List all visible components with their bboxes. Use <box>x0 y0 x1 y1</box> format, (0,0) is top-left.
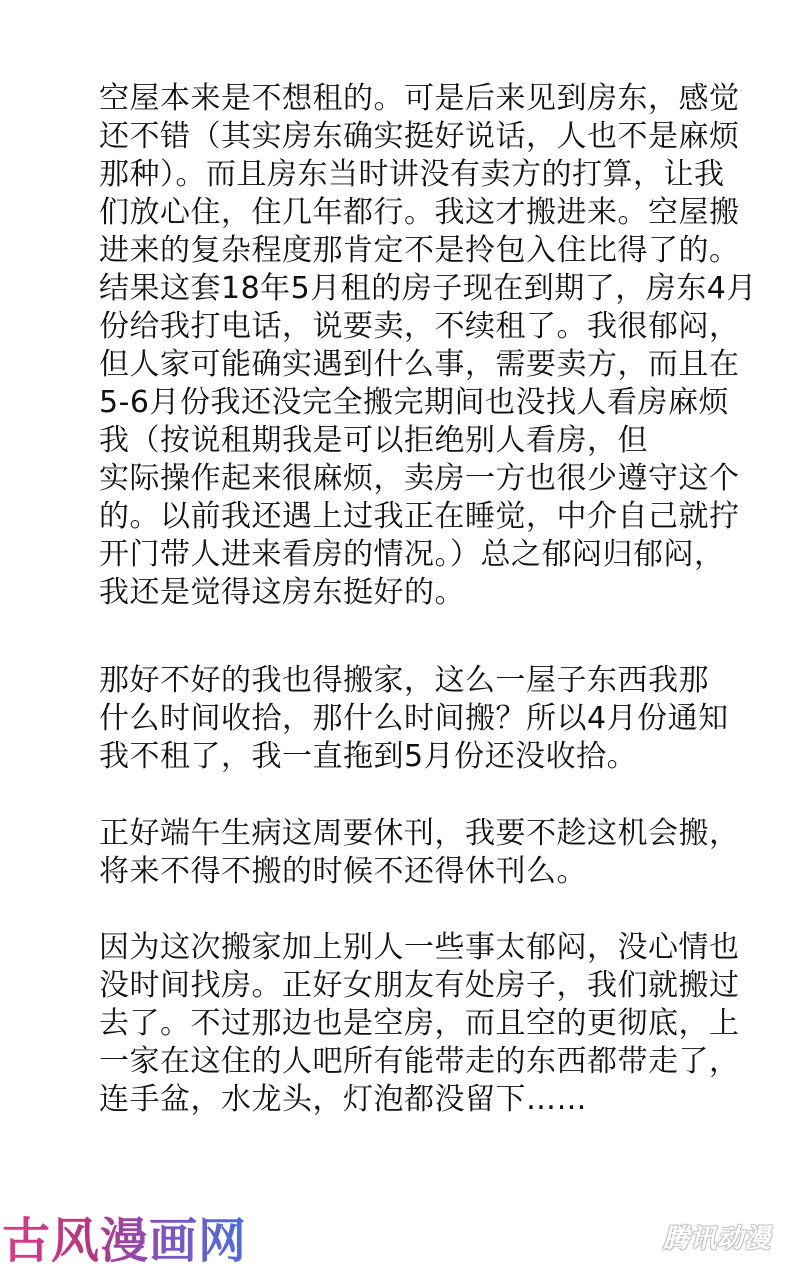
text-line: 进来的复杂程度那肯定不是拎包入住比得了的。 <box>99 233 740 268</box>
text-line: 的。以前我还遇上过我正在睡觉，中介自己就拧 <box>99 499 740 534</box>
text-line: 还不错（其实房东确实挺好说话，人也不是麻烦 <box>99 119 740 154</box>
text-line: 去了。不过那边也是空房，而且空的更彻底，上 <box>99 1006 740 1041</box>
text-line: 份给我打电话，说要卖，不续租了。我很郁闷， <box>99 309 740 344</box>
text-line: 5-6月份我还没完全搬完期间也没找人看房麻烦 <box>99 385 729 420</box>
text-line: 那种）。而且房东当时讲没有卖方的打算，让我 <box>99 157 725 192</box>
paragraph-3 <box>99 815 739 891</box>
paragraph-4 <box>99 929 739 1119</box>
text-line: 因为这次搬家加上别人一些事太郁闷，没心情也 <box>99 930 740 965</box>
text-line: 但人家可能确实遇到什么事，需要卖方，而且在 <box>99 347 740 382</box>
text-line: 正好端午生病这周要休刊，我要不趁这机会搬， <box>99 816 740 851</box>
paragraph-1 <box>99 80 757 612</box>
text-line: 实际操作起来很麻烦，卖房一方也很少遵守这个 <box>99 461 740 496</box>
text-line: 结果这套18年5月租的房子现在到期了，房东4月 <box>99 271 757 306</box>
text-line: 什么时间收拾，那什么时间搬？所以4月份通知 <box>99 701 729 736</box>
site-watermark-logo: 古风漫画网 <box>2 1213 248 1269</box>
text-line: 们放心住，住几年都行。我这才搬进来。空屋搬 <box>99 195 740 230</box>
text-line: 没时间找房。正好女朋友有处房子，我们就搬过 <box>99 968 740 1003</box>
text-line: 空屋本来是不想租的。可是后来见到房东，感觉 <box>99 81 740 116</box>
text-line: 一家在这住的人吧所有能带走的东西都带走了， <box>99 1044 740 1079</box>
text-line: 那好不好的我也得搬家，这么一屋子东西我那 <box>99 663 709 698</box>
text-line: 将来不得不搬的时候不还得休刊么。 <box>99 854 587 889</box>
text-line: 我还是觉得这房东挺好的。 <box>99 575 465 610</box>
text-line: 我不租了，我一直拖到5月份还没收拾。 <box>99 739 638 774</box>
text-line: 开门带人进来看房的情况。）总之郁闷归郁闷， <box>99 537 725 572</box>
text-line: 连手盆，水龙头，灯泡都没留下…… <box>99 1082 587 1117</box>
publisher-watermark-logo: 腾讯动漫 <box>662 1223 771 1254</box>
paragraph-2 <box>99 662 739 776</box>
text-line: 我（按说租期我是可以拒绝别人看房，但 <box>99 423 648 458</box>
